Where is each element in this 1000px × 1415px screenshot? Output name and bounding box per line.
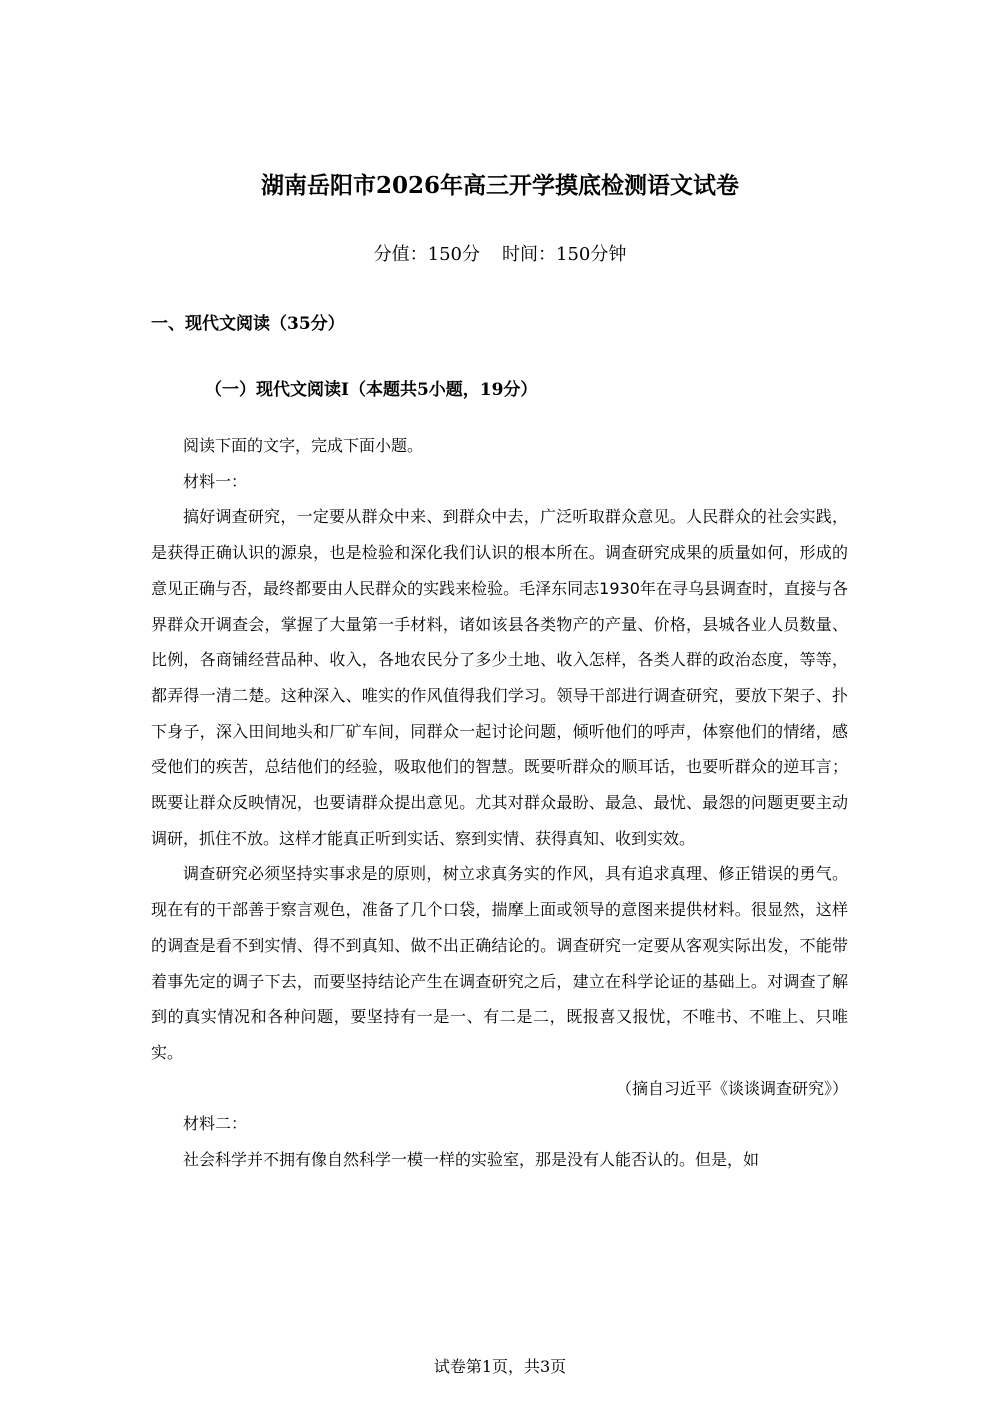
page-footer: 试卷第1页，共3页 <box>433 1357 567 1376</box>
subsection-heading-reading-1: （一）现代文阅读Ⅰ（本题共5小题，19分） <box>205 380 538 400</box>
exam-title: 湖南岳阳市2026年高三开学摸底检测语文试卷 <box>260 172 739 199</box>
instruction-text: 阅读下面的文字，完成下面小题。 <box>183 436 424 455</box>
reading-passage <box>151 428 848 1178</box>
section-heading-modern-reading: 一、现代文阅读（35分） <box>151 314 345 334</box>
material-1-source: （摘自习近平《谈谈调查研究》） <box>615 1078 848 1098</box>
material-2-paragraph-1: 社会科学并不拥有像自然科学一模一样的实验室，那是没有人能否认的。但是，如 <box>183 1150 760 1170</box>
exam-meta <box>0 240 1000 270</box>
material-1-paragraph-2: 调查研究必须坚持实事求是的原则，树立求真务实的作风，具有追求真理、修正错误的勇气。现在有的干部善于察言观色，准备了几个口袋，揣摩上面或领导的意图来提供材料。很显然，这样的调查是看不到实情、得不到真知、做不出正确结论的。调查研究一定要从客观实际出发，不能带着事先定的调子下去，而要坚持结论产生在调查研究之后，建立在科学论证的基础上。对调查了解到的真实情况和各种问题，要坚持有一是一、有二是二，既报喜又报忧，不唯书、不唯上、只唯实。 <box>151 864 848 1062</box>
material-1-label: 材料一： <box>183 471 248 491</box>
material-1-paragraph-1: 搞好调查研究，一定要从群众中来、到群众中去，广泛听取群众意见。人民群众的社会实践，是获得正确认识的源泉，也是检验和深化我们认识的根本所在。调查研究成果的质量如何，形成的意见正确与否，最终都要由人民群众的实践来检验。毛泽东同志1930年在寻乌县调查时，直接与各界群众开调查会，掌握了大量第一手材料，诸如该县各类物产的产量、价格，县城各业人员数量、比例，各商铺经营品种、收入，各地农民分了多少土地、收入怎样，各类人群的政治态度，等等，都弄得一清二楚。这种深入、唯实的作风值得我们学习。领导干部进行调查研究，要放下架子、扑下身子，深入田间地头和厂矿车间，同群众一起讨论问题，倾听他们的呼声，体察他们的情绪，感受他们的疾苦，总结他们的经验，吸取他们的智慧。既要听群众的顺耳话，也要听群众的逆耳言；既要让群众反映情况，也要请群众提出意见。尤其对群众最盼、最急、最忧、最怨的问题更要主动调研，抓住不放。这样才能真正听到实话、察到实情、获得真知、收到实效。 <box>151 507 848 848</box>
time-label: 时间：150分钟 <box>502 244 627 265</box>
score-label: 分值：150分 <box>373 244 480 265</box>
material-2-label: 材料二： <box>183 1114 248 1134</box>
